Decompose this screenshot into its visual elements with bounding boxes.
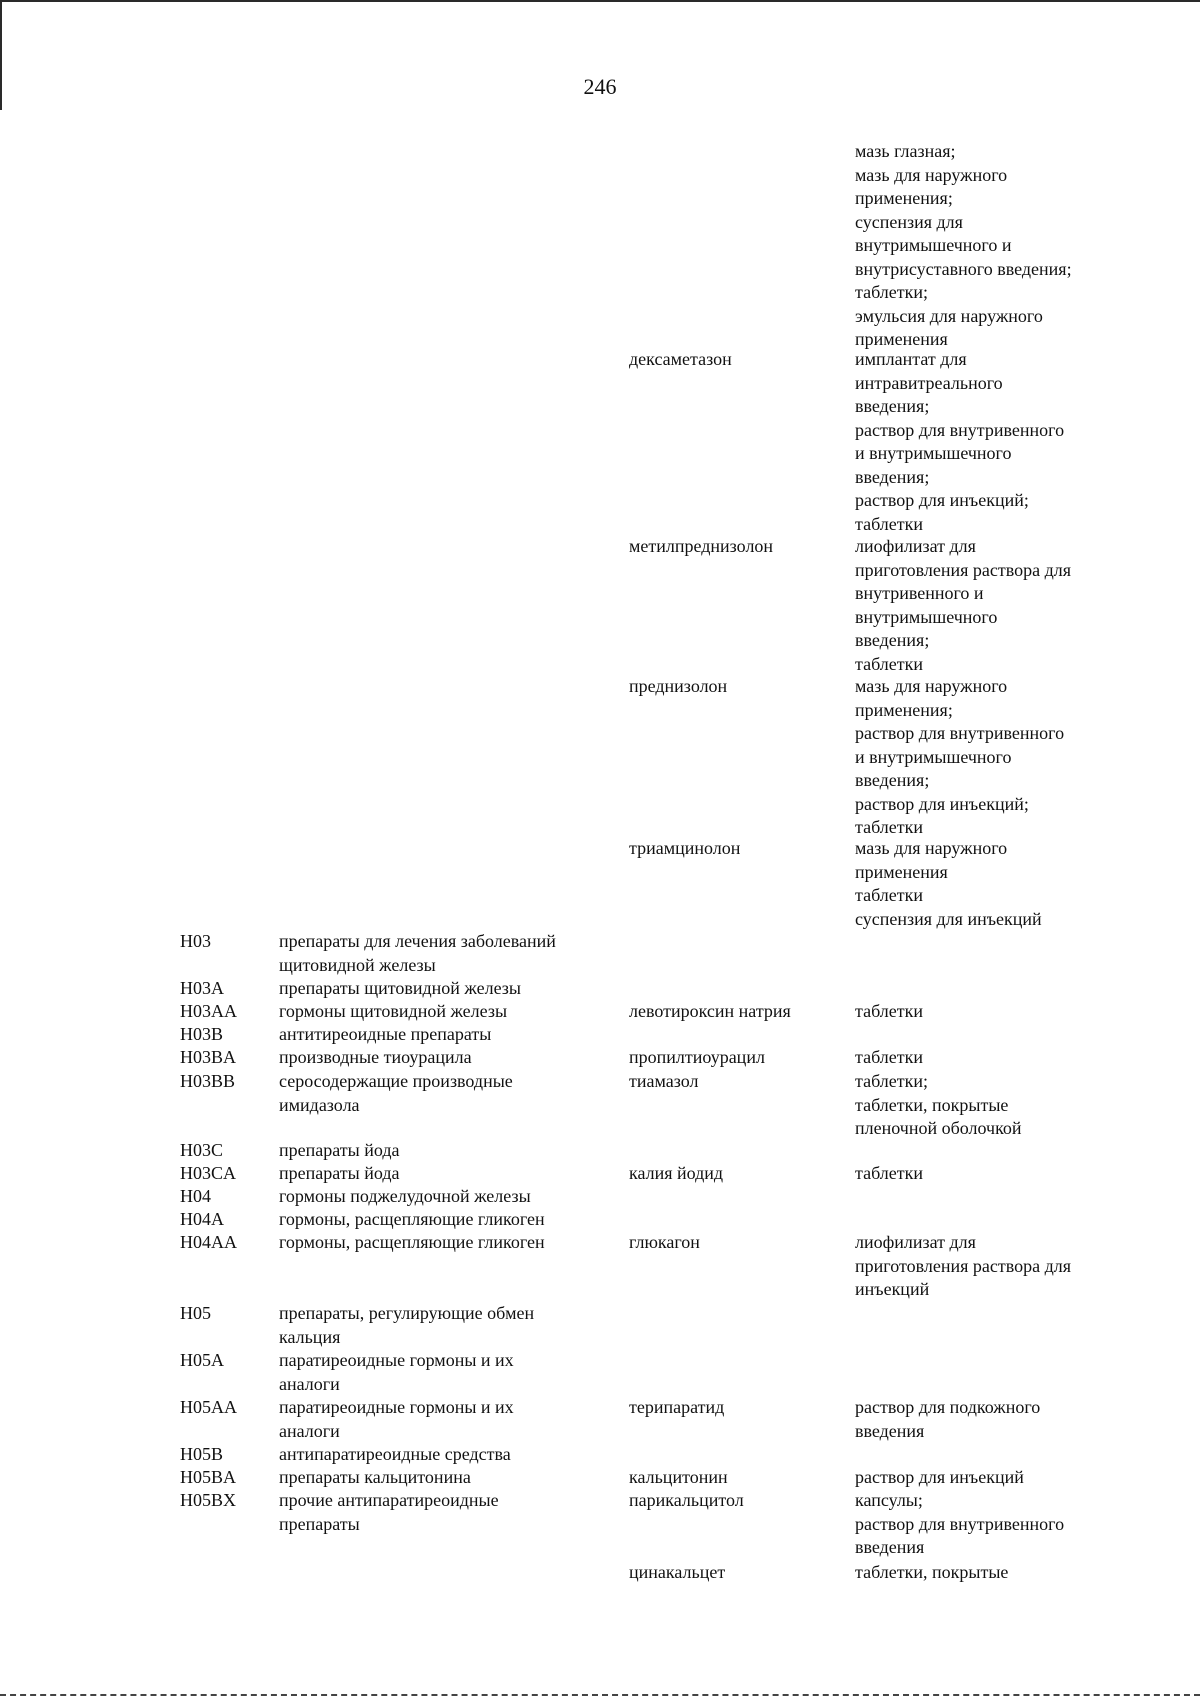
cell-name: препараты для лечения заболеваний щитовидной железы bbox=[279, 931, 556, 975]
cell-form: мазь для наружного применения таблетки суспензия для инъекций bbox=[855, 838, 1042, 929]
cell-name: гормоны, расщепляющие гликоген bbox=[279, 1209, 545, 1229]
cell-name: паратиреоидные гормоны и их аналоги bbox=[279, 1350, 514, 1394]
cell-name: антипаратиреоидные средства bbox=[279, 1444, 511, 1464]
cell-drug: тиамазол bbox=[629, 1071, 699, 1091]
cell-form: раствор для инъекций bbox=[855, 1467, 1024, 1487]
cell-form: мазь глазная; мазь для наружного применения; суспензия для внутримышечного и внутрисуставного введения; таблетки; эмульсия для наружного применения bbox=[855, 141, 1072, 349]
cell-form: лиофилизат для приготовления раствора для инъекций bbox=[855, 1232, 1071, 1299]
scan-edge-bottom bbox=[0, 1694, 1200, 1696]
cell-form: таблетки, покрытые bbox=[855, 1562, 1009, 1582]
cell-name: прочие антипаратиреоидные препараты bbox=[279, 1490, 499, 1534]
cell-drug: левотироксин натрия bbox=[629, 1001, 791, 1021]
cell-drug: дексаметазон bbox=[629, 349, 732, 369]
cell-name: препараты йода bbox=[279, 1163, 400, 1183]
cell-code: H03BB bbox=[180, 1071, 236, 1091]
cell-form: мазь для наружного применения; раствор для внутривенного и внутримышечного введения; раствор для инъекций; таблетки bbox=[855, 676, 1065, 837]
cell-drug: пропилтиоурацил bbox=[629, 1047, 765, 1067]
cell-name: гормоны поджелудочной железы bbox=[279, 1186, 531, 1206]
cell-name: паратиреоидные гормоны и их аналоги bbox=[279, 1397, 514, 1441]
cell-name: препараты, регулирующие обмен кальция bbox=[279, 1303, 535, 1347]
scan-edge-top bbox=[0, 0, 1200, 2]
cell-form: таблетки bbox=[855, 1163, 924, 1183]
cell-code: H03A bbox=[180, 978, 224, 998]
cell-code: H04 bbox=[180, 1186, 211, 1206]
cell-drug: терипаратид bbox=[629, 1397, 725, 1417]
cell-name: производные тиоурацила bbox=[279, 1047, 472, 1067]
cell-drug: преднизолон bbox=[629, 676, 728, 696]
cell-code: H03AA bbox=[180, 1001, 237, 1021]
cell-drug: глюкагон bbox=[629, 1232, 700, 1252]
page-number: 246 bbox=[583, 74, 617, 99]
cell-code: H05B bbox=[180, 1444, 224, 1464]
cell-form: таблетки; таблетки, покрытые пленочной оболочкой bbox=[855, 1071, 1022, 1138]
cell-drug: парикальцитол bbox=[629, 1490, 744, 1510]
cell-code: H03 bbox=[180, 931, 211, 951]
cell-name: препараты щитовидной железы bbox=[279, 978, 521, 998]
cell-form: раствор для подкожного введения bbox=[855, 1397, 1041, 1441]
cell-code: H05BX bbox=[180, 1490, 237, 1510]
cell-drug: триамцинолон bbox=[629, 838, 741, 858]
cell-name: препараты йода bbox=[279, 1140, 400, 1160]
cell-form: лиофилизат для приготовления раствора для внутривенного и внутримышечного введения; таблетки bbox=[855, 536, 1071, 674]
cell-code: H05BA bbox=[180, 1467, 237, 1487]
cell-code: H03B bbox=[180, 1024, 224, 1044]
cell-drug: кальцитонин bbox=[629, 1467, 728, 1487]
cell-name: гормоны щитовидной железы bbox=[279, 1001, 508, 1021]
cell-code: H03C bbox=[180, 1140, 224, 1160]
cell-form: имплантат для интравитреального введения; раствор для внутривенного и внутримышечного введения; раствор для инъекций; таблетки bbox=[855, 349, 1065, 534]
cell-name: серосодержащие производные имидазола bbox=[279, 1071, 513, 1115]
cell-code: H04AA bbox=[180, 1232, 237, 1252]
cell-code: H03BA bbox=[180, 1047, 237, 1067]
cell-code: H05AA bbox=[180, 1397, 237, 1417]
cell-name: гормоны, расщепляющие гликоген bbox=[279, 1232, 545, 1252]
cell-drug: цинакальцет bbox=[629, 1562, 726, 1582]
cell-drug: метилпреднизолон bbox=[629, 536, 774, 556]
cell-code: H03CA bbox=[180, 1163, 237, 1183]
cell-name: антитиреоидные препараты bbox=[279, 1024, 492, 1044]
cell-code: H04A bbox=[180, 1209, 224, 1229]
cell-drug: калия йодид bbox=[629, 1163, 724, 1183]
cell-form: капсулы; раствор для внутривенного введения bbox=[855, 1490, 1065, 1557]
cell-form: таблетки bbox=[855, 1001, 924, 1021]
cell-code: H05 bbox=[180, 1303, 211, 1323]
cell-form: таблетки bbox=[855, 1047, 924, 1067]
cell-code: H05A bbox=[180, 1350, 224, 1370]
cell-name: препараты кальцитонина bbox=[279, 1467, 471, 1487]
